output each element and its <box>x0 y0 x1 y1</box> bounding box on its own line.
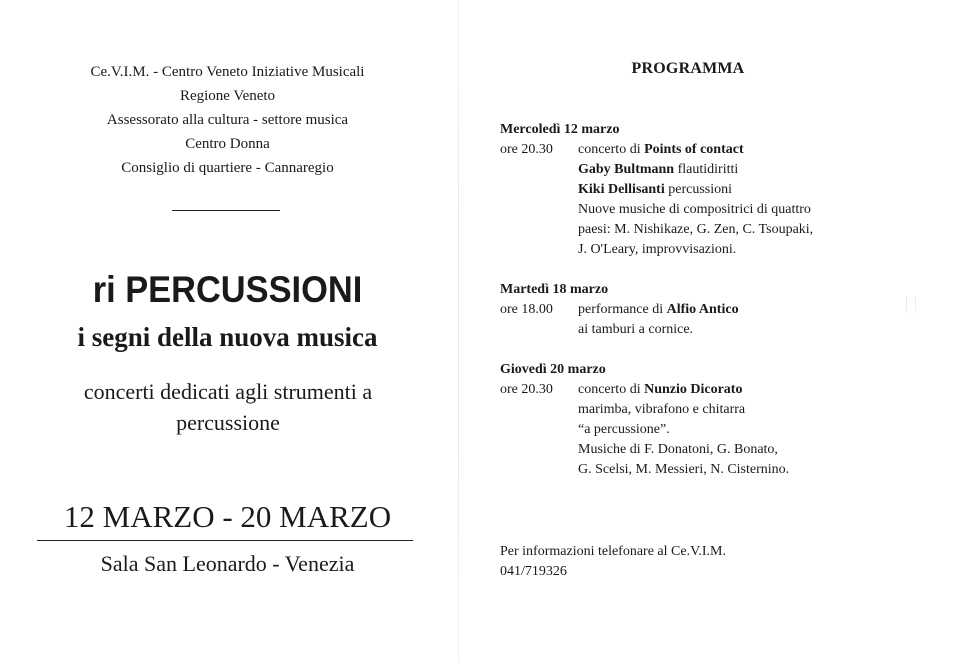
event-day: Mercoledì 12 marzo <box>500 122 620 137</box>
event-line: ai tamburi a cornice. <box>578 322 694 337</box>
event-subtitle: i segni della nuova musica <box>77 322 378 352</box>
event-time: ore 20.30 <box>500 142 553 157</box>
program-event <box>500 120 940 260</box>
description-line: percussione <box>176 410 280 435</box>
page-fold <box>458 0 459 662</box>
event-description <box>28 376 428 438</box>
event-title: ri PERCUSSIONI <box>92 269 363 310</box>
event-line: Kiki Dellisanti percussioni <box>578 182 732 197</box>
paper-mark <box>906 296 916 314</box>
event-dates: 12 MARZO - 20 MARZO <box>63 499 392 534</box>
program-event <box>500 280 940 340</box>
right-panel <box>463 0 960 662</box>
event-line: Musiche di F. Donatoni, G. Bonato, <box>578 442 778 457</box>
left-panel <box>0 0 455 662</box>
event-line: Gaby Bultmann flautidiritti <box>578 162 739 177</box>
event-day: Martedì 18 marzo <box>500 282 609 297</box>
organizer-line: Ce.V.I.M. - Centro Veneto Iniziative Musicali <box>90 64 365 80</box>
event-day: Giovedì 20 marzo <box>500 362 606 377</box>
event-line: paesi: M. Nishikaze, G. Zen, C. Tsoupaki, <box>578 222 814 237</box>
event-time: ore 20.30 <box>500 382 553 397</box>
event-line: concerto di Points of contact <box>578 142 744 157</box>
organizer-line: Regione Veneto <box>179 88 276 104</box>
description-line: concerti dedicati agli strumenti a <box>83 379 373 404</box>
event-line: Nuove musiche di compositrici di quattro <box>578 202 811 217</box>
organizer-line: Assessorato alla cultura - settore musica <box>106 112 349 128</box>
event-line: concerto di Nunzio Dicorato <box>578 382 743 397</box>
event-venue: Sala San Leonardo - Venezia <box>100 551 355 576</box>
event-time: ore 18.00 <box>500 302 553 317</box>
organizer-line: Consiglio di quartiere - Cannaregio <box>121 160 334 176</box>
organizers-block <box>0 60 455 180</box>
event-line: J. O'Leary, improvvisazioni. <box>578 242 737 257</box>
phone-number: 041/719326 <box>500 564 567 579</box>
info-line: Per informazioni telefonare al Ce.V.I.M. <box>500 544 727 559</box>
program-event <box>500 360 940 480</box>
info-block <box>500 542 920 582</box>
divider <box>172 210 280 211</box>
event-line: G. Scelsi, M. Messieri, N. Cisternino. <box>578 462 790 477</box>
event-line: performance di Alfio Antico <box>578 302 739 317</box>
program-title: PROGRAMMA <box>631 60 745 77</box>
event-line: marimba, vibrafono e chitarra <box>578 402 746 417</box>
dates-underline <box>37 540 413 541</box>
event-line: “a percussione”. <box>578 422 670 437</box>
organizer-line: Centro Donna <box>185 136 270 152</box>
